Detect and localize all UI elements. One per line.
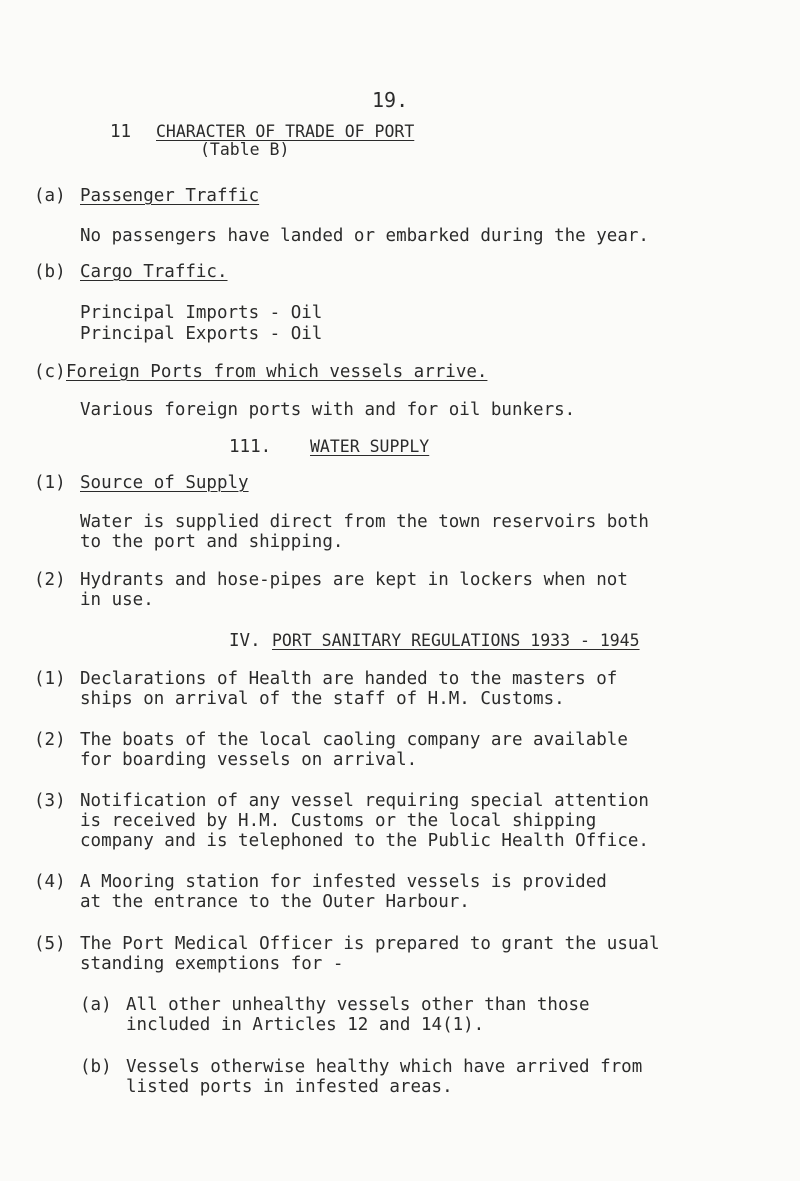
paragraph: for boarding vessels on arrival. — [80, 750, 418, 770]
item-label: (a) — [34, 186, 66, 206]
paragraph: Various foreign ports with and for oil bunkers. — [80, 400, 576, 420]
item-label: (2) — [34, 570, 66, 590]
section-heading: CHARACTER OF TRADE OF PORT — [156, 122, 415, 141]
section-heading: PORT SANITARY REGULATIONS 1933 - 1945 — [272, 631, 640, 650]
item-label: (1) — [34, 473, 66, 493]
paragraph: Hydrants and hose-pipes are kept in lockers when not — [80, 570, 628, 590]
item-label: (1) — [34, 669, 66, 689]
item-title: Cargo Traffic. — [80, 262, 228, 282]
paragraph: ships on arrival of the staff of H.M. Customs. — [80, 689, 565, 709]
section-number: 11 — [110, 122, 132, 142]
item-label: (2) — [34, 730, 66, 750]
paragraph: included in Articles 12 and 14(1). — [126, 1015, 485, 1035]
section-heading: WATER SUPPLY — [310, 437, 430, 456]
section-number: 111. — [229, 437, 272, 457]
item-label: (c) — [34, 362, 66, 382]
section-number: IV. — [229, 631, 261, 651]
paragraph: company and is telephoned to the Public Health Office. — [80, 831, 649, 851]
paragraph: Vessels otherwise healthy which have arrived from — [126, 1057, 643, 1077]
paragraph: The boats of the local caoling company are available — [80, 730, 628, 750]
item-title: Passenger Traffic — [80, 186, 260, 206]
item-title: Foreign Ports from which vessels arrive. — [66, 362, 488, 382]
page-number: 19. — [372, 88, 409, 112]
paragraph: All other unhealthy vessels other than those — [126, 995, 590, 1015]
item-label: (5) — [34, 934, 66, 954]
section-subheading: (Table B) — [200, 140, 290, 159]
sub-item-label: (a) — [80, 995, 112, 1015]
item-title: Source of Supply — [80, 473, 249, 493]
paragraph: is received by H.M. Customs or the local shipping — [80, 811, 597, 831]
paragraph: standing exemptions for - — [80, 954, 344, 974]
paragraph: A Mooring station for infested vessels is provided — [80, 872, 607, 892]
paragraph: to the port and shipping. — [80, 532, 344, 552]
paragraph: The Port Medical Officer is prepared to grant the usual — [80, 934, 660, 954]
paragraph: Principal Imports - Oil — [80, 303, 323, 323]
paragraph: Principal Exports - Oil — [80, 324, 323, 344]
paragraph: Notification of any vessel requiring special attention — [80, 791, 649, 811]
paragraph: No passengers have landed or embarked during the year. — [80, 226, 649, 246]
item-label: (b) — [34, 262, 66, 282]
paragraph: Declarations of Health are handed to the masters of — [80, 669, 618, 689]
paragraph: at the entrance to the Outer Harbour. — [80, 892, 470, 912]
paragraph: in use. — [80, 590, 154, 610]
paragraph: Water is supplied direct from the town reservoirs both — [80, 512, 649, 532]
item-label: (4) — [34, 872, 66, 892]
paragraph: listed ports in infested areas. — [126, 1077, 453, 1097]
item-label: (3) — [34, 791, 66, 811]
sub-item-label: (b) — [80, 1057, 112, 1077]
